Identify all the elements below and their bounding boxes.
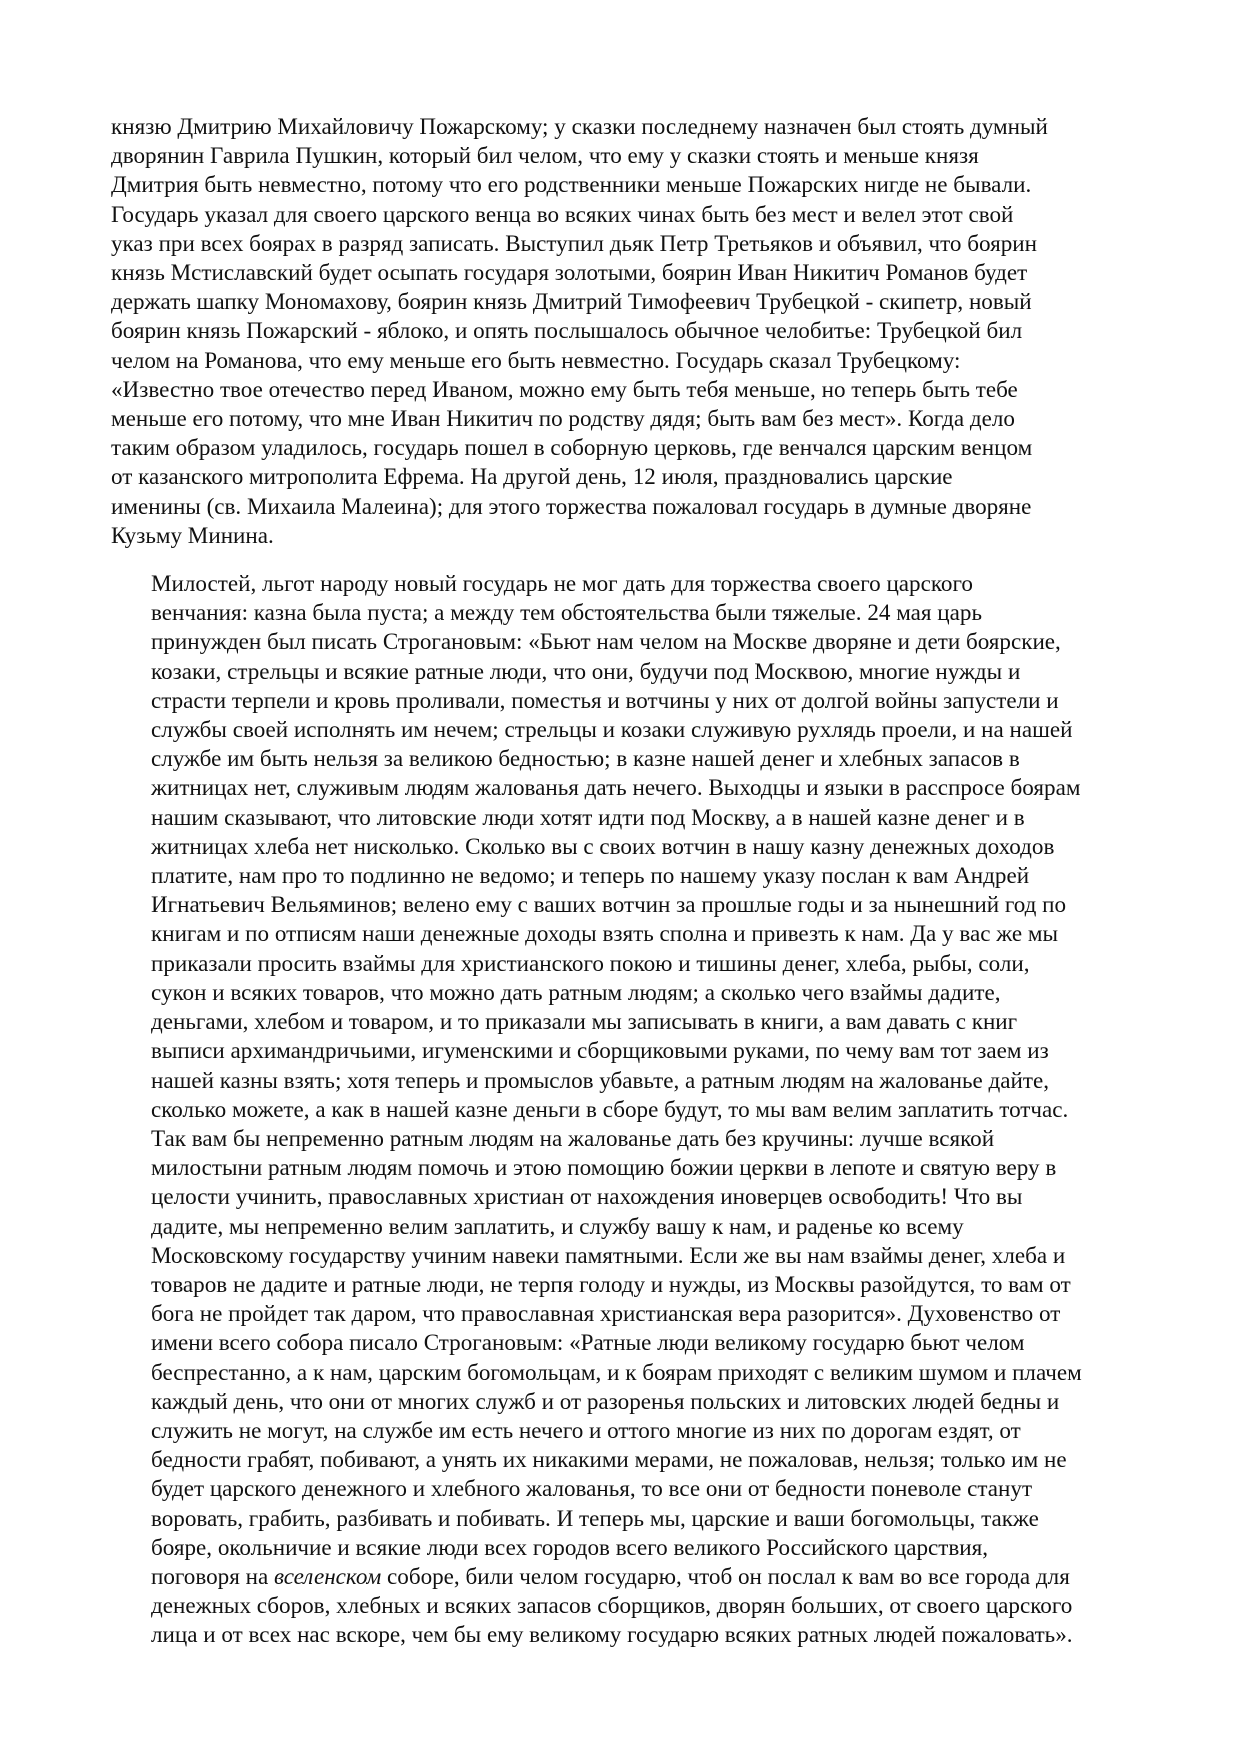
text-line: каждый день, что они от многих служб и от разоренья польских и литовских людей бедны и — [151, 1387, 1060, 1414]
text-line: деньгами, хлебом и товаром, и то приказали мы записывать в книги, а вам давать с книг — [151, 1008, 1018, 1035]
text-line: сукон и всяких товаров, что можно дать ратным людям; а сколько чего взаймы дадите, — [151, 978, 1001, 1005]
text-line: сколько можете, а как в нашей казне деньги в сборе будут, то мы вам велим заплатить тотчас. — [151, 1095, 1069, 1122]
text-line: от казанского митрополита Ефрема. На другой день, 12 июля, праздновались царские — [111, 463, 953, 490]
text-line: воровать, грабить, разбивать и побивать. И теперь мы, царские и ваши богомольцы, также — [151, 1504, 1039, 1531]
text-line: Московскому государству учиним навеки памятными. Если же вы нам взаймы денег, хлеба и — [151, 1241, 1066, 1268]
text-line: дадите, мы непременно велим заплатить, и службу вашу к нам, и раденье ко всему — [151, 1212, 964, 1239]
text-line: будет царского денежного и хлебного жалованья, то все они от бедности поневоле станут — [151, 1475, 1033, 1502]
document-page — [111, 112, 1141, 1650]
paragraph-1 — [111, 112, 1141, 550]
text-line: Милостей, льгот народу новый государь не мог дать для торжества своего царского — [151, 570, 973, 597]
text-line: книгам и по отписям наши денежные доходы взять сполна и привезть к нам. Да у вас же мы — [151, 920, 1059, 947]
text-line: целости учинить, православных христиан от нахождения иноверцев освободить! Что вы — [151, 1183, 1023, 1210]
text-line: житницах хлеба нет нисколько. Сколько вы с своих вотчин в нашу казну денежных доходов — [151, 832, 1055, 859]
text-line: выписи архимандричьими, игуменскими и сборщиковыми руками, по чему вам тот заем из — [151, 1037, 1049, 1064]
text-line: житницах нет, служивым людям жалованья дать нечего. Выходцы и языки в расспросе боярам — [151, 774, 1081, 801]
text-line: челом на Романова, что ему меньше его быть невместно. Государь сказал Трубецкому: — [111, 346, 961, 373]
text-line: указ при всех боярах в разряд записать. Выступил дьяк Петр Третьяков и объявил, что боярин — [111, 229, 1037, 256]
text-line: служить не могут, на службе им есть нечего и оттого многие из них по дорогам ездят, от — [151, 1416, 1021, 1443]
text-line: венчания: казна была пуста; а между тем обстоятельства были тяжелые. 24 мая царь — [151, 599, 982, 626]
text-line: товаров не дадите и ратные люди, не терпя голоду и нужды, из Москвы разойдутся, то вам от — [151, 1270, 1071, 1297]
text-line: «Известно твое отечество перед Иваном, можно ему быть тебя меньше, но теперь быть тебе — [111, 375, 1018, 402]
text-line: службы своей исполнять им нечем; стрельцы и козаки служивую рухлядь проели, и на нашей — [151, 716, 1073, 743]
text-line: имени всего собора писало Строгановым: «Ратные люди великому государю бьют челом — [151, 1329, 1025, 1356]
text-line: держать шапку Мономахову, боярин князь Дмитрий Тимофеевич Трубецкой - скипетр, новый — [111, 288, 1032, 315]
text-line: беспрестанно, а к нам, царским богомольцам, и к боярам приходят с великим шумом и плачем — [151, 1358, 1082, 1385]
text-line: страсти терпели и кровь проливали, поместья и вотчины у них от долгой войны запустели и — [151, 686, 1059, 713]
text-line: князь Мстиславский будет осыпать государя золотыми, боярин Иван Никитич Романов будет — [111, 259, 1028, 286]
text-line: бога не пройдет так даром, что православная христианская вера разорится». Духовенство от — [151, 1300, 1061, 1327]
text-line: Дмитрия быть невместно, потому что его родственники меньше Пожарских нигде не бывали. — [111, 171, 1032, 198]
text-line: Так вам бы непременно ратным людям на жалованье дать без кручины: лучше всякой — [151, 1124, 995, 1151]
text-line: бедности грабят, побивают, а унять их никакими мерами, не пожаловав, нельзя; только им не — [151, 1446, 1067, 1473]
text-line: принужден был писать Строгановым: «Бьют нам челом на Москве дворяне и дети боярские, — [151, 628, 1061, 655]
text-line: Кузьму Минина. — [111, 521, 274, 548]
text-line: милостыни ратным людям помочь и этою помощию божии церкви в лепоте и святую веру в — [151, 1154, 1057, 1181]
text-line: бояре, окольничие и всякие люди всех городов всего великого Российского царствия, — [151, 1533, 989, 1560]
italic-word: вселенском — [273, 1562, 382, 1589]
text-line: платите, нам про то подлинно не ведомо; и теперь по нашему указу послан к вам Андрей — [151, 862, 1030, 889]
text-line: козаки, стрельцы и всякие ратные люди, что они, будучи под Москвою, многие нужды и — [151, 657, 1021, 684]
text-line: таким образом уладилось, государь пошел в соборную церковь, где венчался царским венцом — [111, 434, 1033, 461]
text-line: поговоря на вселенском соборе, били челом государю, чтоб он послал к вам во все города для — [151, 1562, 1070, 1589]
paragraph-2 — [111, 569, 1141, 1650]
text-line: нашим сказывают, что литовские люди хотят идти под Москву, а в нашей казне денег и в — [151, 803, 1025, 830]
text-line: денежных сборов, хлебных и всяких запасов сборщиков, дворян больших, от своего царского — [151, 1592, 1073, 1619]
text-line: Государь указал для своего царского венца во всяких чинах быть без мест и велел этот свой — [111, 200, 1014, 227]
text-line: боярин князь Пожарский - яблоко, и опять послышалось обычное челобитье: Трубецкой бил — [111, 317, 1023, 344]
text-line: князю Дмитрию Михайловичу Пожарскому; у сказки последнему назначен был стоять думный — [111, 113, 1048, 139]
text-line: лица и от всех нас вскоре, чем бы ему великому государю всяких ратных людей пожаловать». — [151, 1621, 1073, 1648]
text-line: дворянин Гаврила Пушкин, который бил челом, что ему у сказки стоять и меньше князя — [111, 142, 979, 169]
text-line: именины (св. Михаила Малеина); для этого торжества пожаловал государь в думные дворяне — [111, 492, 1032, 519]
text-line: приказали просить взаймы для христианского покою и тишины денег, хлеба, рыбы, соли, — [151, 949, 1030, 976]
text-line: нашей казны взять; хотя теперь и промыслов убавьте, а ратным людям на жалованье дайте, — [151, 1066, 1050, 1093]
text-line: службе им быть нельзя за великою бедностью; в казне нашей денег и хлебных запасов в — [151, 745, 1020, 772]
text-line: меньше его потому, что мне Иван Никитич по родству дядя; быть вам без мест». Когда дело — [111, 405, 1015, 432]
text-line: Игнатьевич Вельяминов; велено ему с ваших вотчин за прошлые годы и за нынешний год по — [151, 891, 1067, 918]
